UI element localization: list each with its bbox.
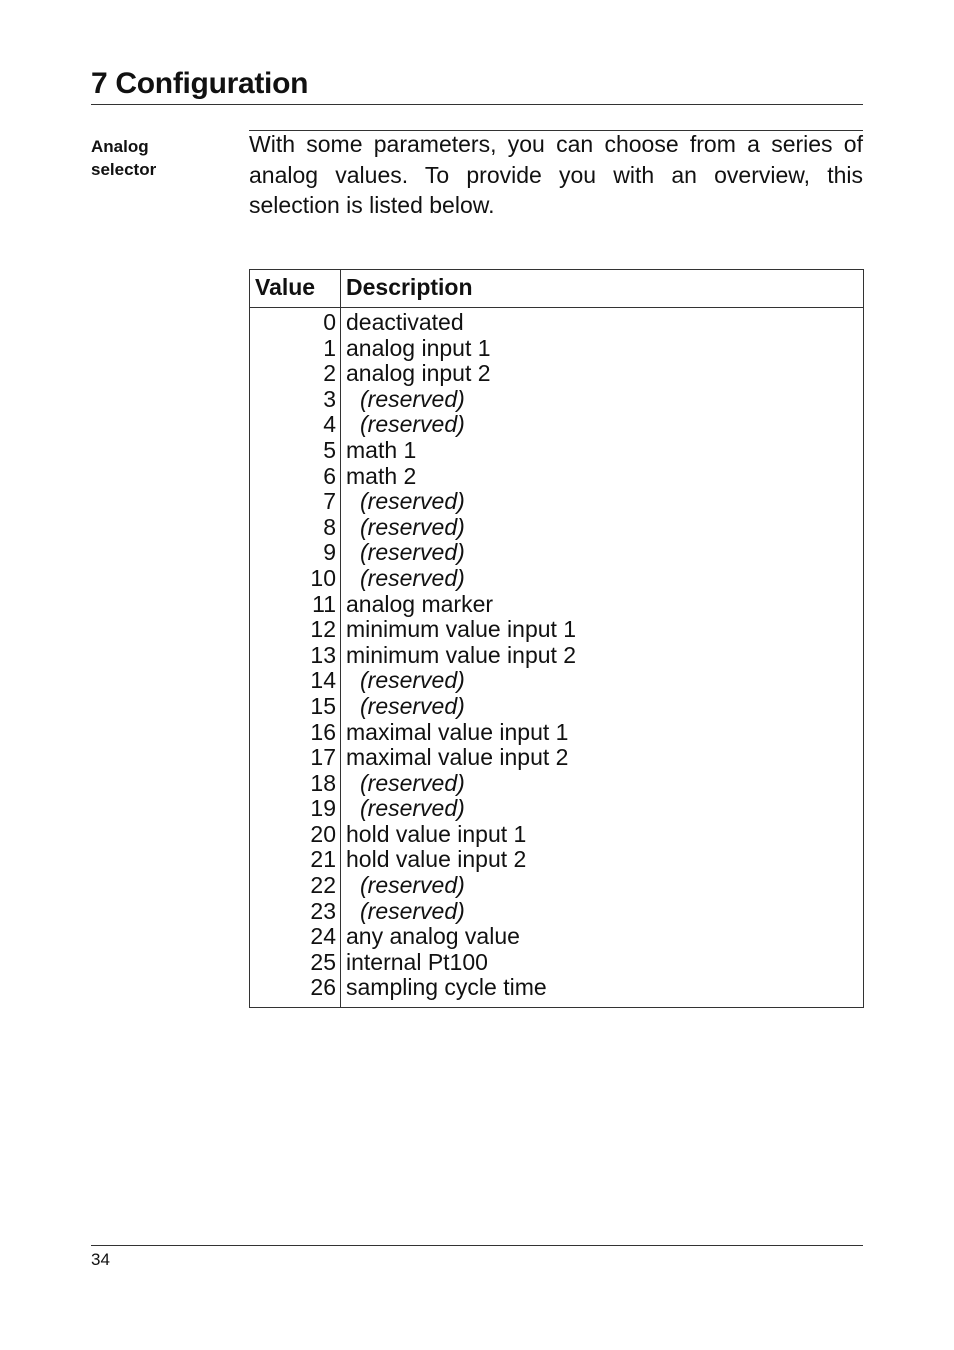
description-cell: math 1	[341, 438, 864, 464]
description-cell: (reserved)	[341, 489, 864, 515]
table-row	[250, 540, 864, 566]
description-cell: maximal value input 1	[341, 720, 864, 746]
table-row	[250, 822, 864, 848]
description-cell: (reserved)	[341, 515, 864, 541]
value-cell: 23	[250, 899, 341, 925]
side-label-line-2: selector	[91, 160, 157, 179]
table-row	[250, 668, 864, 694]
value-cell: 5	[250, 438, 341, 464]
description-cell: (reserved)	[341, 387, 864, 413]
table-row	[250, 796, 864, 822]
value-cell: 10	[250, 566, 341, 592]
description-cell: (reserved)	[341, 694, 864, 720]
header-divider	[91, 104, 863, 105]
table-row	[250, 412, 864, 438]
table-row	[250, 720, 864, 746]
value-cell: 7	[250, 489, 341, 515]
page-number: 34	[91, 1250, 110, 1269]
description-cell: hold value input 2	[341, 847, 864, 873]
intro-paragraph: With some parameters, you can choose from a series of analog values. To provide you with an overview, this selection is listed below.	[249, 131, 863, 218]
value-cell: 24	[250, 924, 341, 950]
value-cell: 22	[250, 873, 341, 899]
column-header-value: Value	[250, 270, 341, 308]
table-row	[250, 464, 864, 490]
description-cell: (reserved)	[341, 899, 864, 925]
value-cell: 12	[250, 617, 341, 643]
value-cell: 0	[250, 308, 341, 336]
value-cell: 6	[250, 464, 341, 490]
value-cell: 4	[250, 412, 341, 438]
table-row	[250, 899, 864, 925]
section-side-label	[91, 135, 231, 181]
table-row	[250, 515, 864, 541]
table-row	[250, 873, 864, 899]
description-cell: (reserved)	[341, 668, 864, 694]
value-cell: 11	[250, 592, 341, 618]
description-cell: any analog value	[341, 924, 864, 950]
column-header-description: Description	[341, 270, 864, 308]
description-cell: minimum value input 2	[341, 643, 864, 669]
description-cell: sampling cycle time	[341, 975, 864, 1007]
table-row	[250, 387, 864, 413]
table-row	[250, 438, 864, 464]
table-row	[250, 617, 864, 643]
value-cell: 3	[250, 387, 341, 413]
value-cell: 1	[250, 336, 341, 362]
description-cell: internal Pt100	[341, 950, 864, 976]
table-row	[250, 361, 864, 387]
table-row	[250, 771, 864, 797]
value-cell: 21	[250, 847, 341, 873]
table-header-row	[250, 270, 864, 308]
analog-selector-table	[249, 269, 864, 1008]
description-cell: minimum value input 1	[341, 617, 864, 643]
description-cell: (reserved)	[341, 796, 864, 822]
value-cell: 25	[250, 950, 341, 976]
value-cell: 9	[250, 540, 341, 566]
table-body	[250, 308, 864, 1008]
value-cell: 16	[250, 720, 341, 746]
table-row	[250, 592, 864, 618]
description-cell: hold value input 1	[341, 822, 864, 848]
chapter-title: 7 Configuration	[91, 67, 309, 100]
value-cell: 2	[250, 361, 341, 387]
value-cell: 8	[250, 515, 341, 541]
value-cell: 26	[250, 975, 341, 1007]
value-cell: 17	[250, 745, 341, 771]
value-cell: 19	[250, 796, 341, 822]
table-row	[250, 950, 864, 976]
table-row	[250, 924, 864, 950]
table-row	[250, 975, 864, 1007]
value-cell: 18	[250, 771, 341, 797]
table-row	[250, 489, 864, 515]
description-cell: maximal value input 2	[341, 745, 864, 771]
side-label-line-1: Analog	[91, 137, 149, 156]
description-cell: (reserved)	[341, 566, 864, 592]
table-row	[250, 745, 864, 771]
table-row	[250, 643, 864, 669]
description-cell: analog input 1	[341, 336, 864, 362]
value-cell: 20	[250, 822, 341, 848]
description-cell: (reserved)	[341, 412, 864, 438]
table-row	[250, 847, 864, 873]
description-cell: deactivated	[341, 308, 864, 336]
value-cell: 13	[250, 643, 341, 669]
footer-divider	[91, 1245, 863, 1246]
description-cell: (reserved)	[341, 771, 864, 797]
value-cell: 14	[250, 668, 341, 694]
description-cell: (reserved)	[341, 540, 864, 566]
table-row	[250, 336, 864, 362]
description-cell: analog marker	[341, 592, 864, 618]
description-cell: (reserved)	[341, 873, 864, 899]
description-cell: math 2	[341, 464, 864, 490]
table-row	[250, 308, 864, 336]
table-row	[250, 694, 864, 720]
value-cell: 15	[250, 694, 341, 720]
description-cell: analog input 2	[341, 361, 864, 387]
table-row	[250, 566, 864, 592]
